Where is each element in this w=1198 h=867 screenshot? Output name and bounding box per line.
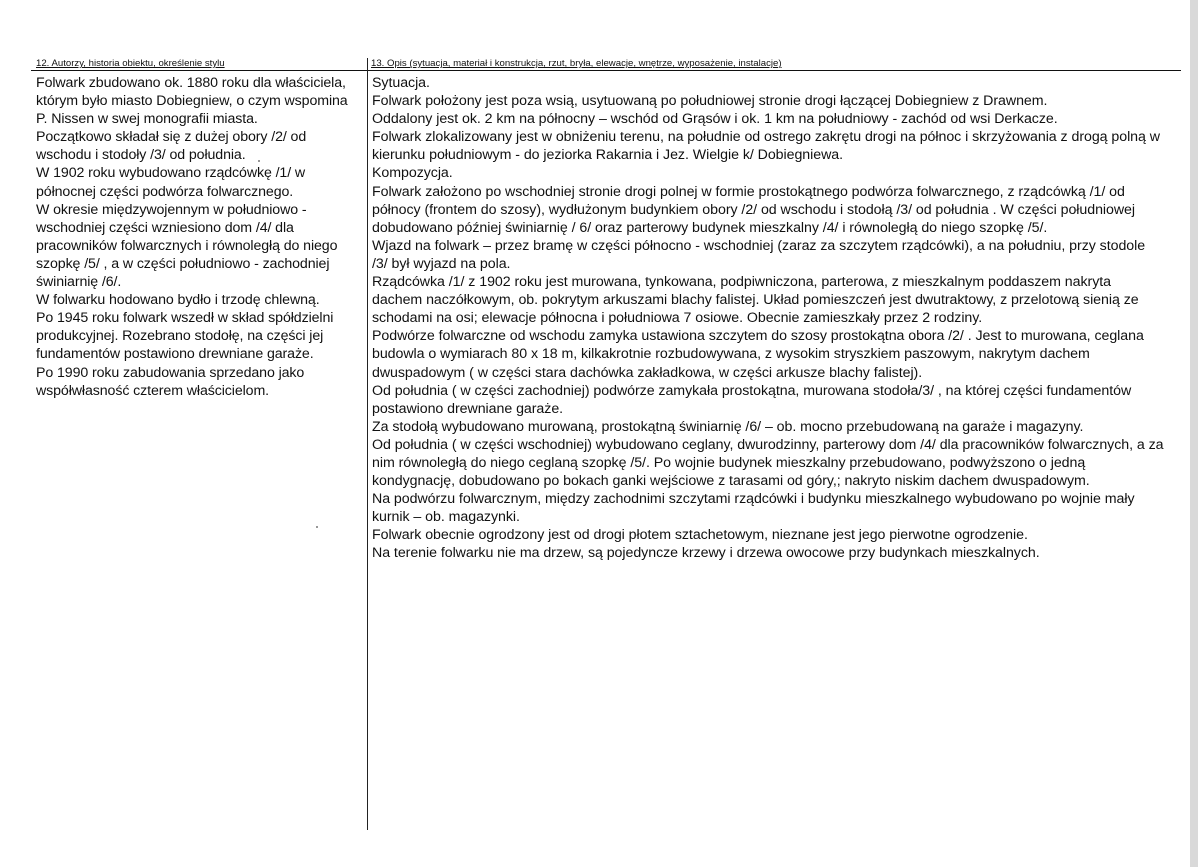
scan-speck (258, 160, 260, 162)
history-paragraph: Początkowo składał się z dużej obory /2/ od wschodu i stodoły /3/ od południa. (36, 129, 307, 164)
description-column (372, 74, 1164, 563)
description-paragraph: Od południa ( w części zachodniej) podwórze zamykała prostokątna, murowana stodoła/3/ , na której części fundamentów postawiono drewniane garaże. (372, 382, 1132, 417)
section-13-header: 13. Opis (sytuacja, materiał i konstrukcja, rzut, bryła, elewacje, wnętrze, wyposażenie, instalacje) (371, 58, 782, 69)
description-paragraph: Za stodołą wybudowano murowaną, prostokątną świniarnię /6/ – ob. mocno przebudowaną na garaże i magazyny. (372, 418, 1084, 435)
scan-speck (316, 526, 318, 528)
history-paragraph: W okresie międzywojennym w południowo - wschodniej części wzniesiono dom /4/ dla pracowników folwarcznych i równoległą do niego szopkę /5/ , a w części południowo - zachodniej świniarnię /6/. (36, 201, 338, 291)
history-paragraph: W folwarku hodowano bydło i trzodę chlewną. (36, 292, 320, 309)
section-12-header: 12. Autorzy, historia obiektu, określenie stylu (36, 58, 225, 69)
description-paragraph: Folwark zlokalizowany jest w obniżeniu terenu, na południe od ostrego zakrętu drogi na północ i skrzyżowania z drogą polną w kierunku południowym - do jeziorka Rakarnia i Jez. Wielgie k/ Dobiegniewa. (372, 129, 1160, 164)
history-paragraph: Po 1990 roku zabudowania sprzedano jako współwłasność czterem właścicielom. (36, 364, 305, 399)
description-paragraph: Folwark założono po wschodniej stronie drogi polnej w formie prostokątnego podwórza folwarcznego, z rządcówką /1/ od północy (frontem do szosy), wydłużonym budynkiem obory /2/ od wschodu i stodołą /3/ od południa . W części południowej dobudowano później świniarnię / 6/ oraz parterowy budynek mieszkalny /4/ i równoległą do niego szopkę /5/. (372, 183, 1135, 236)
scan-edge (1190, 0, 1198, 867)
history-paragraph: Po 1945 roku folwark wszedł w skład spółdzielni produkcyjnej. Rozebrano stodołę, na części jej fundamentów postawiono drewniane garaże. (36, 310, 334, 363)
description-paragraph: Kompozycja. (372, 165, 453, 182)
description-paragraph: Na podwórzu folwarcznym, między zachodnimi szczytami rządcówki i budynku mieszkalnego wybudowano po wojnie mały kurnik – ob. magazynki. (372, 491, 1135, 526)
description-paragraph: Podwórze folwarczne od wschodu zamyka ustawiona szczytem do szosy prostokątna obora /2/ . Jest to murowana, ceglana budowla o wymiarach 80 x 18 m, kilkakrotnie rozbudowywana, z wysokim stryszkiem paszowym, nakrytym dachem dwuspadowym ( w części stara dachówka zakładkowa, w części arkusze blachy falistej). (372, 328, 1144, 381)
header-rule (31, 70, 1181, 71)
description-paragraph: Folwark położony jest poza wsią, usytuowaną po południowej stronie drogi łączącej Dobiegniew z Drawnem. (372, 93, 1048, 110)
description-paragraph: Rządcówka /1/ z 1902 roku jest murowana, tynkowana, podpiwniczona, parterowa, z mieszkalnym poddaszem nakryta dachem naczółkowym, ob. pokrytym arkuszami blachy falistej. Układ pomieszczeń jest dwutraktowy, z przelotową sienią ze schodami na osi; elewacje północna i południowa 7 osiowe. Obecnie zamieszkały przez 2 rodziny. (372, 274, 1139, 327)
history-paragraph: W 1902 roku wybudowano rządcówkę /1/ w północnej części podwórza folwarcznego. (36, 165, 306, 200)
column-divider (367, 58, 368, 830)
description-paragraph: Na terenie folwarku nie ma drzew, są pojedyncze krzewy i drzewa owocowe przy budynkach mieszkalnych. (372, 545, 1040, 562)
description-paragraph: Folwark obecnie ogrodzony jest od drogi płotem sztachetowym, nieznane jest jego pierwotne ogrodzenie. (372, 527, 1028, 544)
description-paragraph: Sytuacja. (372, 75, 430, 91)
description-paragraph: Oddalony jest ok. 2 km na północny – wschód od Grąsów i ok. 1 km na południowy - zachód od wsi Derkacze. (372, 111, 1058, 128)
history-paragraph: Folwark zbudowano ok. 1880 roku dla właściciela, którym było miasto Dobiegniew, o czym wspomina P. Nissen w swej monografii miasta. (36, 75, 348, 128)
history-column (36, 74, 362, 400)
description-paragraph: Od południa ( w części wschodniej) wybudowano ceglany, dwurodzinny, parterowy dom /4/ dla pracowników folwarcznych, a za nim równoległą do niego ceglaną szopkę /5/. Po wojnie budynek mieszkalny przebudowano, podwyższono o jedną kondygnację, dobudowano po bokach ganki wejściowe z tarasami od góry,; nakryto niskim dachem dwuspadowym. (372, 436, 1164, 490)
description-paragraph: Wjazd na folwark – przez bramę w części północno - wschodniej (zaraz za szczytem rządcówki), a na południu, przy stodole /3/ był wyjazd na pola. (372, 237, 1146, 272)
